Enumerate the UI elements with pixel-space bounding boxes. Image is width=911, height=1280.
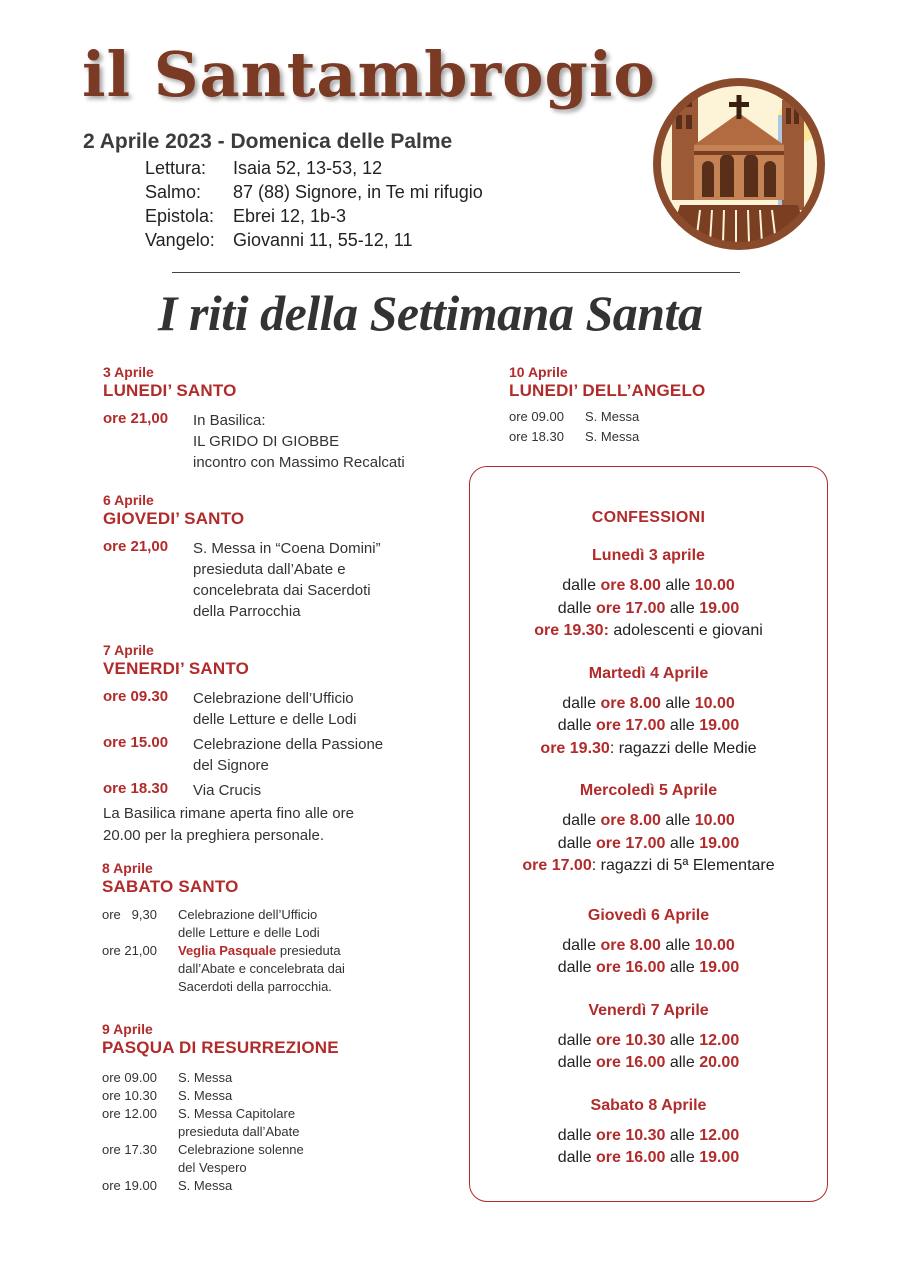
page-title: I riti della Settimana Santa (158, 285, 703, 341)
confessioni-box (469, 466, 828, 1202)
event-line (178, 942, 345, 960)
confessioni-slot: ore 19.30: ragazzi delle Medie (540, 739, 757, 757)
reading-row (145, 156, 483, 180)
reading-value: Ebrei 12, 1b-3 (233, 206, 347, 226)
day-sabato-santo (102, 860, 442, 996)
event-row (102, 1177, 442, 1195)
event-line: Via Crucis (193, 782, 262, 799)
masthead-title: il Santambrogio (82, 38, 656, 111)
event-desc (193, 538, 381, 622)
header-divider (172, 272, 740, 273)
confessioni-slot: dalle ore 17.00 alle 19.00 (557, 599, 740, 617)
note-line: La Basilica rimane aperta fino alle ore (103, 805, 354, 822)
event-desc: S. Messa (178, 1178, 233, 1193)
event-desc (193, 780, 261, 801)
day-lunedi-angelo (509, 364, 809, 446)
day-date: 3 Aprile (103, 364, 154, 380)
event-desc (178, 1105, 299, 1141)
event-time: ore 09.00 (102, 1070, 157, 1085)
reading-value: Isaia 52, 13-53, 12 (233, 158, 383, 178)
event-time: ore 21,00 (103, 538, 169, 555)
event-row (103, 780, 443, 801)
confessioni-slot: ore 17.00: ragazzi di 5ª Elementare (522, 857, 775, 874)
confessioni-title: CONFESSIONI (591, 509, 706, 526)
event-desc: S. Messa (585, 429, 640, 444)
event-row (103, 538, 443, 622)
day-name: PASQUA DI RESURREZIONE (102, 1038, 339, 1057)
confessioni-slot: dalle ore 8.00 alle 10.00 (562, 812, 735, 829)
day-lunedi-santo (103, 364, 443, 473)
event-row (103, 688, 443, 730)
event-line: del Signore (193, 757, 269, 774)
event-line: S. Messa in “Coena Domini” (193, 540, 381, 557)
event-time: ore 09.30 (103, 688, 169, 705)
event-row (102, 1087, 442, 1105)
event-desc (178, 1141, 304, 1177)
event-time: ore 15.00 (103, 734, 169, 751)
event-line: IL GRIDO DI GIOBBE (193, 433, 340, 450)
event-line: delle Letture e delle Lodi (178, 925, 320, 940)
event-time: ore 19.00 (102, 1178, 157, 1193)
event-time: ore 18.30 (103, 780, 169, 797)
event-line: Sacerdoti della parrocchia. (178, 979, 332, 994)
event-line: Celebrazione solenne (178, 1142, 304, 1157)
event-row (102, 1069, 442, 1087)
event-desc (178, 942, 345, 996)
day-name: SABATO SANTO (102, 877, 239, 896)
event-row (103, 410, 443, 473)
confessioni-day: Giovedì 6 Aprile (587, 906, 710, 924)
confessioni-day: Venerdì 7 Aprile (588, 1001, 709, 1019)
event-line: Celebrazione della Passione (193, 736, 384, 753)
event-time: ore 21,00 (103, 410, 169, 427)
event-desc: S. Messa (178, 1088, 233, 1103)
day-date: 8 Aprile (102, 860, 153, 876)
reading-value: 87 (88) Signore, in Te mi rifugio (233, 182, 483, 202)
event-row (509, 428, 809, 446)
reading-label: Salmo: (145, 182, 202, 202)
day-name: LUNEDI’ DELL’ANGELO (509, 381, 706, 400)
day-venerdi-santo (103, 642, 443, 847)
confessioni-slot: dalle ore 8.00 alle 10.00 (562, 577, 735, 594)
event-time: ore 09.00 (509, 409, 564, 424)
event-desc: S. Messa (585, 409, 640, 424)
reading-row (145, 228, 483, 252)
confessioni-slot: dalle ore 16.00 alle 19.00 (557, 1149, 740, 1166)
event-row (102, 1105, 442, 1141)
basilica-note (103, 803, 443, 847)
confessioni-day: Sabato 8 Aprile (590, 1096, 707, 1114)
event-line: della Parrocchia (193, 603, 301, 620)
event-time: ore 10.30 (102, 1088, 157, 1103)
day-name: GIOVEDI’ SANTO (103, 509, 245, 528)
confessioni-day: Mercoledì 5 Aprile (579, 782, 718, 799)
basilica-logo-icon (650, 75, 828, 253)
event-row (103, 734, 443, 776)
confessioni-slot: dalle ore 10.30 alle 12.00 (557, 1126, 740, 1144)
issue-date: 2 Aprile 2023 - Domenica delle Palme (83, 130, 453, 153)
day-date: 7 Aprile (103, 642, 154, 658)
event-line: del Vespero (178, 1160, 247, 1175)
day-name: VENERDI’ SANTO (103, 659, 250, 678)
confessioni-slot: dalle ore 16.00 alle 20.00 (557, 1054, 740, 1071)
readings-list (145, 156, 483, 252)
confessioni-slot: dalle ore 17.00 alle 19.00 (557, 717, 740, 734)
veglia-pasquale-highlight: Veglia Pasquale (178, 943, 277, 958)
event-desc (193, 410, 405, 473)
day-giovedi-santo (103, 492, 443, 622)
event-line-rest: presieduta (276, 943, 341, 958)
event-line: dall’Abate e concelebrata dai (178, 961, 345, 976)
day-date: 6 Aprile (103, 492, 154, 508)
event-line: delle Letture e delle Lodi (193, 711, 357, 728)
reading-row (145, 180, 483, 204)
event-desc (193, 688, 356, 730)
confessioni-slot: dalle ore 8.00 alle 10.00 (562, 694, 735, 712)
event-time: ore 12.00 (102, 1106, 157, 1121)
event-desc (193, 734, 383, 776)
confessioni-slot: dalle ore 17.00 alle 19.00 (557, 834, 740, 852)
day-date: 10 Aprile (509, 364, 568, 380)
reading-row (145, 204, 483, 228)
event-row (102, 942, 442, 996)
reading-label: Vangelo: (145, 230, 215, 250)
reading-label: Epistola: (145, 206, 215, 226)
event-row (102, 1141, 442, 1177)
event-line: concelebrata dai Sacerdoti (193, 582, 371, 599)
day-date: 9 Aprile (102, 1021, 153, 1037)
day-pasqua (102, 1021, 442, 1195)
confessioni-slot: ore 19.30: adolescenti e giovani (534, 622, 763, 639)
event-time: ore 18.30 (509, 429, 564, 444)
note-line: 20.00 per la preghiera personale. (103, 827, 324, 844)
confessioni-day: Lunedì 3 aprile (592, 547, 705, 564)
event-line: Celebrazione dell’Ufficio (193, 690, 354, 707)
event-line: presieduta dall’Abate (178, 1124, 300, 1139)
event-line: S. Messa Capitolare (178, 1106, 296, 1121)
event-desc (178, 906, 320, 942)
event-row (509, 408, 809, 426)
confessioni-slot: dalle ore 8.00 alle 10.00 (562, 936, 735, 954)
event-time: ore 9,30 (102, 907, 157, 922)
confessioni-slot: dalle ore 16.00 alle 19.00 (557, 959, 740, 976)
event-line: Celebrazione dell’Ufficio (178, 907, 318, 922)
event-line: incontro con Massimo Recalcati (193, 454, 405, 471)
event-row (102, 906, 442, 942)
reading-value: Giovanni 11, 55-12, 11 (233, 230, 413, 250)
confessioni-slot: dalle ore 10.30 alle 12.00 (557, 1031, 740, 1049)
day-name: LUNEDI’ SANTO (103, 381, 237, 400)
event-line: In Basilica: (193, 412, 266, 429)
event-time: ore 17.30 (102, 1142, 157, 1157)
confessioni-day: Martedì 4 Aprile (588, 664, 709, 682)
event-time: ore 21,00 (102, 943, 157, 958)
event-desc: S. Messa (178, 1070, 233, 1085)
reading-label: Lettura: (145, 158, 207, 178)
event-line: presieduta dall’Abate e (193, 561, 346, 578)
